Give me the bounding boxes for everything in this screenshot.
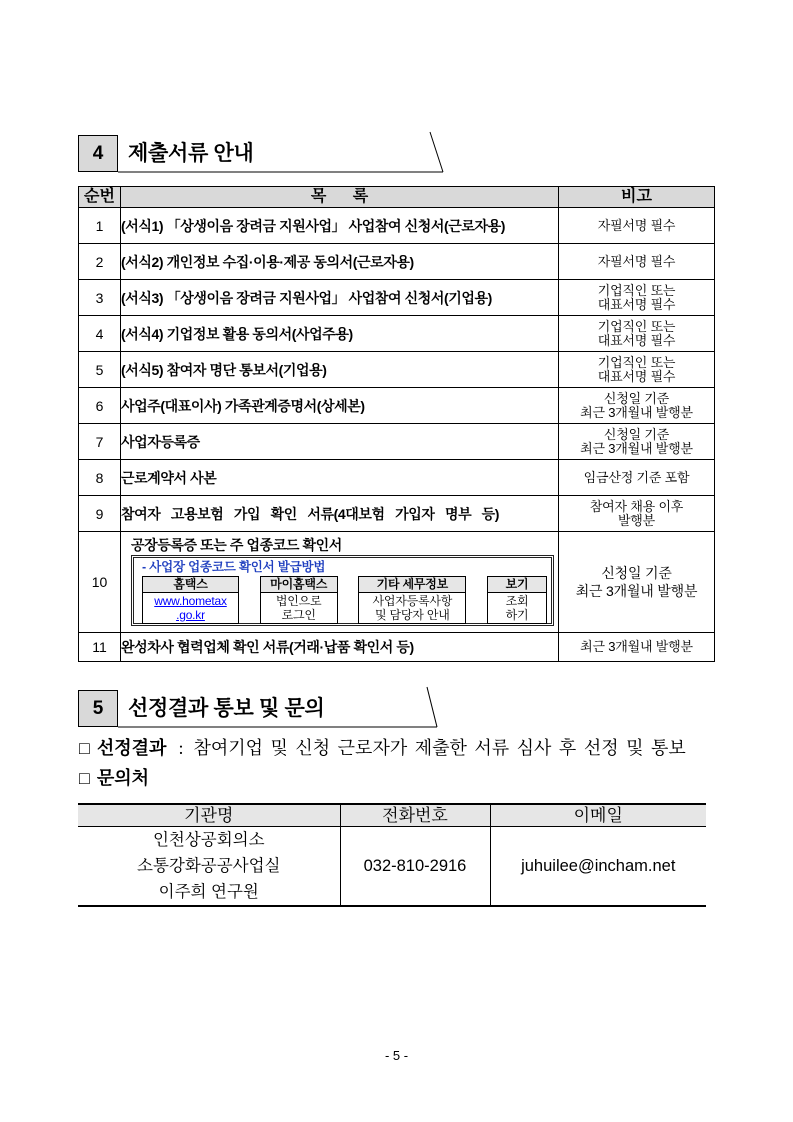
table-row: [79, 496, 715, 532]
row-remark: 기업직인 또는 대표서명 필수: [559, 352, 715, 388]
contact-table: [78, 803, 706, 907]
hometax-link[interactable]: www.hometax .go.kr: [142, 593, 239, 624]
guide-step-view: [487, 576, 547, 624]
section-header-divider: [78, 685, 448, 729]
row-remark: 기업직인 또는 대표서명 필수: [559, 316, 715, 352]
row-document-title: 근로계약서 사본: [121, 460, 559, 496]
row-number: 4: [79, 316, 121, 352]
row-number: 1: [79, 208, 121, 244]
guide-step-my-hometax: [260, 576, 338, 624]
contact-email: juhuilee@incham.net: [490, 827, 706, 907]
table-row: [79, 388, 715, 424]
table-row: [79, 352, 715, 388]
section-title: 제출서류 안내: [128, 142, 254, 165]
row-remark: 임금산정 기준 포함: [559, 460, 715, 496]
row-number: 7: [79, 424, 121, 460]
guide-step-heading: 마이홈택스: [260, 576, 338, 593]
row-remark: 기업직인 또는 대표서명 필수: [559, 280, 715, 316]
required-documents-table: [78, 186, 715, 662]
contact-heading-line: [79, 765, 161, 791]
table-row: [79, 208, 715, 244]
table-row: [79, 460, 715, 496]
row-document-title: (서식2) 개인정보 수집·이용·제공 동의서(근로자용): [121, 244, 559, 280]
table-header-row: [79, 187, 715, 208]
row-document-title: (서식5) 참여자 명단 통보서(기업용): [121, 352, 559, 388]
header-list: 목 록: [121, 187, 559, 208]
row-remark: 참여자 채용 이후 발행분: [559, 496, 715, 532]
header-email: 이메일: [490, 804, 706, 827]
label-separator: :: [178, 738, 184, 758]
row-number: 5: [79, 352, 121, 388]
header-organization: 기관명: [78, 804, 340, 827]
row-number: 2: [79, 244, 121, 280]
section-number-badge: 4: [78, 135, 118, 172]
guide-step-text: 법인으로 로그인: [260, 593, 338, 624]
row-number: 3: [79, 280, 121, 316]
row-remark: 신청일 기준 최근 3개월내 발행분: [559, 532, 715, 633]
guide-step-heading: 보기: [487, 576, 547, 593]
table-row: [79, 280, 715, 316]
row-document-title: 공장등록증 또는 주 업종코드 확인서: [131, 537, 342, 553]
row-remark: 최근 3개월내 발행분: [559, 633, 715, 662]
row-document-title: 사업자등록증: [121, 424, 559, 460]
guide-step-text: 조회 하기: [487, 593, 547, 624]
row-document-title: 참여자 고용보험 가입 확인 서류(4대보험 가입자 명부 등): [121, 496, 559, 532]
row-number: 11: [79, 633, 121, 662]
issuance-guide-title: - 사업장 업종코드 확인서 발급방법: [142, 560, 326, 574]
header-phone: 전화번호: [340, 804, 490, 827]
row-document-title: (서식3) 「상생이음 장려금 지원사업」 사업참여 신청서(기업용): [121, 280, 559, 316]
row-remark: 신청일 기준 최근 3개월내 발행분: [559, 424, 715, 460]
selection-result-text: 참여기업 및 신청 근로자가 제출한 서류 심사 후 선정 및 통보: [193, 738, 686, 758]
section-title: 선정결과 통보 및 문의: [128, 697, 325, 720]
guide-step-tax-info: [358, 576, 466, 624]
contact-phone: 032-810-2916: [340, 827, 490, 907]
section-number-badge: 5: [78, 690, 118, 727]
issuance-guide-box: [131, 555, 554, 626]
table-row: [79, 244, 715, 280]
selection-result-line: [79, 735, 686, 761]
row-remark: 자필서명 필수: [559, 244, 715, 280]
contact-organization: 인천상공회의소 소통강화공공사업실 이주희 연구원: [137, 831, 281, 901]
guide-step-text: 사업자등록사항 및 담당자 안내: [358, 593, 466, 624]
row-document-title: (서식1) 「상생이음 장려금 지원사업」 사업참여 신청서(근로자용): [121, 208, 559, 244]
row-document-title: 사업주(대표이사) 가족관계증명서(상세본): [121, 388, 559, 424]
contact-header-row: [78, 804, 706, 827]
row-number: 9: [79, 496, 121, 532]
guide-step-heading: 홈택스: [142, 576, 239, 593]
selection-result-label: 선정결과: [96, 738, 167, 758]
row-number: 10: [79, 532, 121, 633]
row-remark: 신청일 기준 최근 3개월내 발행분: [559, 388, 715, 424]
table-row: [79, 316, 715, 352]
table-row: [79, 633, 715, 662]
page-number: - 5 -: [384, 1048, 409, 1063]
table-row: [79, 424, 715, 460]
header-remarks: 비고: [559, 187, 715, 208]
row-document-title: (서식4) 기업정보 활용 동의서(사업주용): [121, 316, 559, 352]
guide-step-hometax: [142, 576, 239, 624]
guide-step-heading: 기타 세무정보: [358, 576, 466, 593]
square-bullet-icon: □: [79, 738, 90, 758]
header-number: 순번: [79, 187, 121, 208]
section-header-divider: [78, 130, 448, 174]
row-number: 6: [79, 388, 121, 424]
row-document-cell: [121, 532, 559, 633]
contact-row: [78, 827, 706, 907]
contact-label: 문의처: [96, 768, 150, 788]
row-number: 8: [79, 460, 121, 496]
table-row: [79, 532, 715, 633]
square-bullet-icon: □: [79, 768, 90, 788]
row-document-title: 완성차사 협력업체 확인 서류(거래·납품 확인서 등): [121, 633, 559, 662]
row-remark: 자필서명 필수: [559, 208, 715, 244]
issuance-steps: [142, 576, 547, 624]
